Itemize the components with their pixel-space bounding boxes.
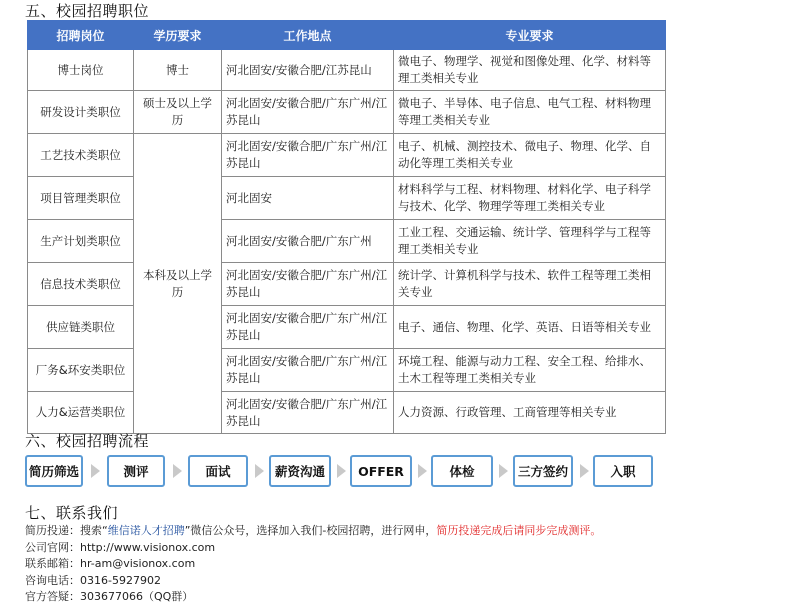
- flow-step-resume: 简历筛选: [25, 455, 83, 487]
- table-row: [28, 349, 666, 392]
- flow-step-agreement: 三方签约: [513, 455, 573, 487]
- cell-major: 工业工程、交通运输、统计学、管理科学与工程等理工类相关专业: [394, 220, 666, 263]
- contact-info: [25, 523, 601, 606]
- cell-location: 河北固安/安徽合肥/广东广州/江苏昆山: [222, 306, 394, 349]
- cell-location: 河北固安/安徽合肥/广东广州/江苏昆山: [222, 392, 394, 434]
- cell-major: 人力资源、行政管理、工商管理等相关专业: [394, 392, 666, 434]
- positions-table: [27, 20, 666, 434]
- cell-location: 河北固安/安徽合肥/广东广州/江苏昆山: [222, 349, 394, 392]
- section-title-positions: 五、校园招聘职位: [25, 2, 150, 20]
- cell-major: 环境工程、能源与动力工程、安全工程、给排水、土木工程等理工类相关专业: [394, 349, 666, 392]
- arrow-right-icon: [91, 464, 100, 478]
- apply-wechat-name: 维信诺人才招聘: [107, 524, 185, 537]
- cell-post: 供应链类职位: [28, 306, 134, 349]
- cell-major: 电子、机械、测控技术、微电子、物理、化学、自动化等理工类相关专业: [394, 134, 666, 177]
- apply-mid: ”微信公众号，选择加入我们-校园招聘，进行网申，: [184, 524, 437, 537]
- recruitment-flow: [25, 455, 665, 491]
- arrow-right-icon: [255, 464, 264, 478]
- cell-post: 厂务&环安类职位: [28, 349, 134, 392]
- cell-major: 微电子、物理学、视觉和图像处理、化学、材料等理工类相关专业: [394, 50, 666, 91]
- table-row: [28, 50, 666, 91]
- header-post: 招聘岗位: [28, 21, 134, 50]
- section-title-contact: 七、联系我们: [25, 504, 119, 522]
- cell-major: 微电子、半导体、电子信息、电气工程、材料物理等理工类相关专业: [394, 91, 666, 134]
- cell-post: 生产计划类职位: [28, 220, 134, 263]
- cell-location: 河北固安/安徽合肥/广东广州: [222, 220, 394, 263]
- apply-prefix: 简历投递：搜索“: [25, 524, 108, 537]
- flow-step-onboarding: 入职: [593, 455, 653, 487]
- header-education: 学历要求: [134, 21, 222, 50]
- arrow-right-icon: [580, 464, 589, 478]
- header-location: 工作地点: [222, 21, 394, 50]
- header-major: 专业要求: [394, 21, 666, 50]
- cell-post: 信息技术类职位: [28, 263, 134, 306]
- cell-education: 本科及以上学历: [134, 134, 222, 434]
- email-line: 联系邮箱：hr-am@visionox.com: [25, 557, 196, 570]
- arrow-right-icon: [418, 464, 427, 478]
- cell-major: 统计学、计算机科学与技术、软件工程等理工类相关专业: [394, 263, 666, 306]
- cell-post: 研发设计类职位: [28, 91, 134, 134]
- cell-location: 河北固安/安徽合肥/广东广州/江苏昆山: [222, 134, 394, 177]
- table-row: [28, 392, 666, 434]
- table-row: [28, 91, 666, 134]
- cell-location: 河北固安/安徽合肥/广东广州/江苏昆山: [222, 263, 394, 306]
- cell-post: 博士岗位: [28, 50, 134, 91]
- cell-education: 硕士及以上学历: [134, 91, 222, 134]
- cell-education: 博士: [134, 50, 222, 91]
- table-row: [28, 177, 666, 220]
- flow-step-interview: 面试: [188, 455, 248, 487]
- apply-line: [25, 523, 601, 540]
- arrow-right-icon: [499, 464, 508, 478]
- cell-major: 电子、通信、物理、化学、英语、日语等相关专业: [394, 306, 666, 349]
- flow-step-assessment: 测评: [107, 455, 165, 487]
- table-row: [28, 134, 666, 177]
- qq-line: 官方答疑：303677066（QQ群）: [25, 590, 194, 603]
- arrow-right-icon: [337, 464, 346, 478]
- cell-location: 河北固安/安徽合肥/广东广州/江苏昆山: [222, 91, 394, 134]
- table-header-row: [28, 21, 666, 50]
- cell-post: 工艺技术类职位: [28, 134, 134, 177]
- table-row: [28, 220, 666, 263]
- website-line: 公司官网：http://www.visionox.com: [25, 540, 216, 554]
- table-row: [28, 263, 666, 306]
- cell-post: 人力&运营类职位: [28, 392, 134, 434]
- apply-note: 简历投递完成后请同步完成测评。: [436, 524, 602, 537]
- cell-post: 项目管理类职位: [28, 177, 134, 220]
- cell-location: 河北固安/安徽合肥/江苏昆山: [222, 50, 394, 91]
- phone-line: 咨询电话：0316-5927902: [25, 573, 161, 587]
- flow-step-medical: 体检: [431, 455, 493, 487]
- section-title-process: 六、校园招聘流程: [25, 432, 150, 450]
- cell-location: 河北固安: [222, 177, 394, 220]
- table-row: [28, 306, 666, 349]
- flow-step-salary: 薪资沟通: [269, 455, 331, 487]
- flow-step-offer: OFFER: [350, 455, 412, 487]
- arrow-right-icon: [173, 464, 182, 478]
- cell-major: 材料科学与工程、材料物理、材料化学、电子科学与技术、化学、物理学等理工类相关专业: [394, 177, 666, 220]
